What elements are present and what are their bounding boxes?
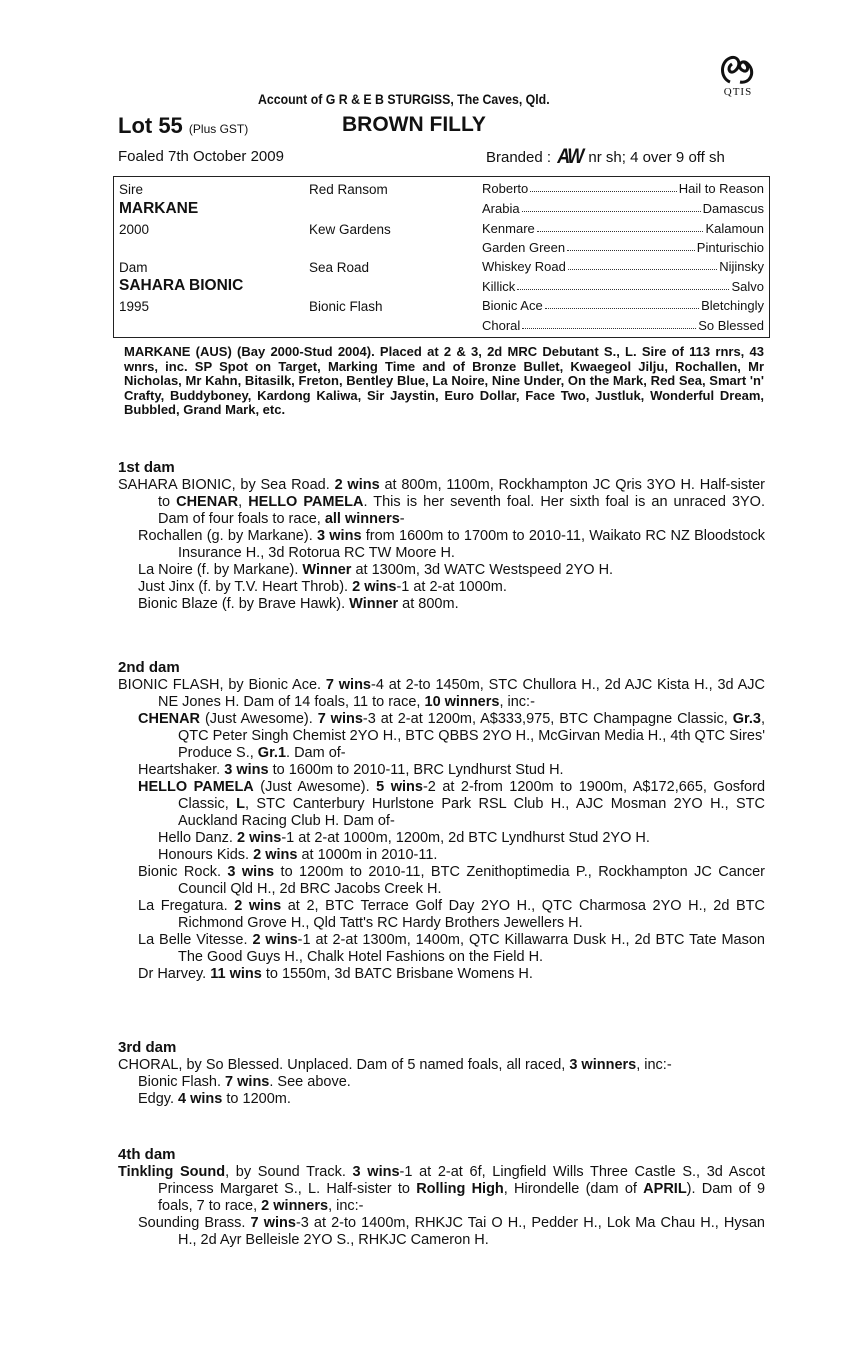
progeny-entry: Dr Harvey. 11 wins to 1550m, 3d BATC Brisbane Womens H. [138,966,533,982]
second-dam-section [118,659,765,983]
pedigree-table [113,176,770,338]
grandparent-row: Whiskey Road Nijinsky [482,259,764,274]
grandparent-row: Kenmare Kalamoun [482,221,764,236]
sire-sire: Red Ransom [309,182,388,197]
grandparent-row: Arabia Damascus [482,201,764,216]
progeny-entry: Rochallen (g. by Markane). 3 wins from 1600m to 1700m to 2010-11, Waikato RC NZ Bloodstock Insurance H., 3d Rotorua RC TW Moore H. [138,528,765,561]
grand-progeny-entry: Heartshaker. 3 wins to 1600m to 2010-11, BRC Lyndhurst Stud H. [138,762,564,778]
logo-text: QTIS [723,86,753,98]
branding [486,143,725,168]
dam-name: SAHARA BIONIC [119,277,244,294]
progeny-entry: La Belle Vitesse. 2 wins-1 at 2-at 1300m, 1400m, QTC Killawarra Dusk H., 2d BTC Tate Mason The Good Guys H., Chalk Hotel Fashions on the Field H. [138,932,766,965]
dam-year: 1995 [119,299,150,314]
lot-title: BROWN FILLY [342,113,486,136]
progeny-entry: Bionic Blaze (f. by Brave Hawk). Winner at 800m. [138,596,459,612]
progeny-entry: HELLO PAMELA (Just Awesome). 5 wins-2 at 2-from 1200m to 1900m, A$172,665, Gosford Classic, L, STC Canterbury Hurlstone Park RSL Club H., AJC Mosman 2YO H., STC Auckland Racing Club H. Dam of- [138,779,766,829]
grand-progeny-entry: Hello Danz. 2 wins-1 at 2-at 1000m, 1200m, 2d BTC Lyndhurst Stud 2YO H. [158,830,650,846]
grandparent-row: Killick Salvo [482,279,764,294]
progeny-entry: CHENAR (Just Awesome). 7 wins-3 at 2-at 1200m, A$333,975, BTC Champagne Classic, Gr.3, QTC Peter Singh Chemist 2YO H., BTC QBBS 2YO H., McGirvan Media H., 4th QTC Sires' Produce S., Gr.1. Dam of- [138,711,766,761]
dam-paragraph: BIONIC FLASH, by Bionic Ace. 7 wins-4 at 2-to 1450m, STC Chullora H., 2d AJC Kista H., 3d AJC NE Jones H. Dam of 14 foals, 11 to race, 10 winners, inc:- [118,677,765,710]
branded-label: Branded : [486,149,552,166]
progeny-entry: Bionic Rock. 3 wins to 1200m to 2010-11, BTC Zenithoptimedia P., Rockhampton JC Cancer Council Qld H., 2d BRC Jacobs Creek H. [138,864,765,897]
sire-year: 2000 [119,222,150,237]
progeny-entry: Bionic Flash. 7 wins. See above. [138,1074,351,1090]
dam-paragraph: Tinkling Sound, by Sound Track. 3 wins-1 at 2-at 6f, Lingfield Wills Three Castle S., 3d Ascot Princess Margaret S., L. Half-sister to Rolling High, Hirondelle (dam of APRIL). Dam of 9 foals, 7 to race, 2 winners, inc:- [118,1164,766,1214]
grandparent-row: Bionic Ace Bletchingly [482,298,764,313]
grand-progeny-entry: Honours Kids. 2 wins at 1000m in 2010-11. [158,847,438,863]
lot-label: Lot 55 [118,113,183,138]
third-dam-section [118,1039,765,1108]
vendor-account: Account of G R & E B STURGISS, The Caves, Qld. [258,91,550,107]
dam-paragraph: CHORAL, by So Blessed. Unplaced. Dam of 5 named foals, all raced, 3 winners, inc:- [118,1057,672,1073]
progeny-entry: La Noire (f. by Markane). Winner at 1300m, 3d WATC Westspeed 2YO H. [138,562,614,578]
section-heading: 3rd dam [118,1039,177,1056]
dam-paragraph: SAHARA BIONIC, by Sea Road. 2 wins at 800m, 1100m, Rockhampton JC Qris 3YO H. Half-sister to CHENAR, HELLO PAMELA. This is her seventh foal. Her sixth foal is an unraced 3YO. Dam of four foals to race, all winners- [118,477,765,527]
dam-sire: Sea Road [309,260,370,275]
progeny-entry: La Fregatura. 2 wins at 2, BTC Terrace Golf Day 2YO H., QTC Charmosa 2YO H., 2d BTC Richmond Grove H., Qld Tatt's RC Hardy Brothers Jewellers H. [138,898,765,931]
dam-label: Dam [119,260,148,275]
progeny-entry: Sounding Brass. 7 wins-3 at 2-to 1400m, RHKJC Tai O H., Pedder H., Lok Ma Chau H., Hysan H., 2d Ayr Belleisle 2YO S., RHKJC Cameron H. [138,1215,765,1248]
grandparent-row: Garden Green Pinturischio [482,240,764,255]
qtis-emblem-icon [718,52,758,88]
brand-mark: AW [557,143,583,168]
grandparent-row: Choral So Blessed [482,318,764,333]
section-heading: 4th dam [118,1146,176,1163]
branded-rest: nr sh; 4 over 9 off sh [588,149,725,166]
first-dam-section [118,459,765,613]
dam-dam: Bionic Flash [309,299,383,314]
grandparent-row: Roberto Hail to Reason [482,181,764,196]
progeny-entry: Edgy. 4 wins to 1200m. [138,1091,291,1107]
qtis-logo [710,52,766,98]
foaled-date: Foaled 7th October 2009 [118,148,284,165]
sire-dam: Kew Gardens [309,222,391,237]
sire-summary: MARKANE (AUS) (Bay 2000-Stud 2004). Placed at 2 & 3, 2d MRC Debutant S., L. Sire of 113 rnrs, 43 wnrs, inc. SP Spot on Target, Marking Time and of Bronze Bullet, Kwaegeol Jilju, Rochallen, Mr Nicholas, Mr Kahn, Bitasilk, Freton, Bentley Blue, La Noire, Nine Under, On the Mark, Red Sea, Smart 'n' Crafty, Buddyboney, Kardong Kaliwa, Sir Jaystin, Euro Dollar, Face Two, Justluk, Wonderful Dream, Bubbled, Grand Mark, etc. [124,344,764,417]
section-heading: 1st dam [118,459,175,476]
progeny-entry: Just Jinx (f. by T.V. Heart Throb). 2 wins-1 at 2-at 1000m. [138,579,507,595]
section-heading: 2nd dam [118,659,180,676]
fourth-dam-section [118,1146,765,1249]
plus-gst: (Plus GST) [188,122,249,136]
sire-name: MARKANE [119,200,199,217]
lot-number [118,113,248,139]
sire-label: Sire [119,182,144,197]
